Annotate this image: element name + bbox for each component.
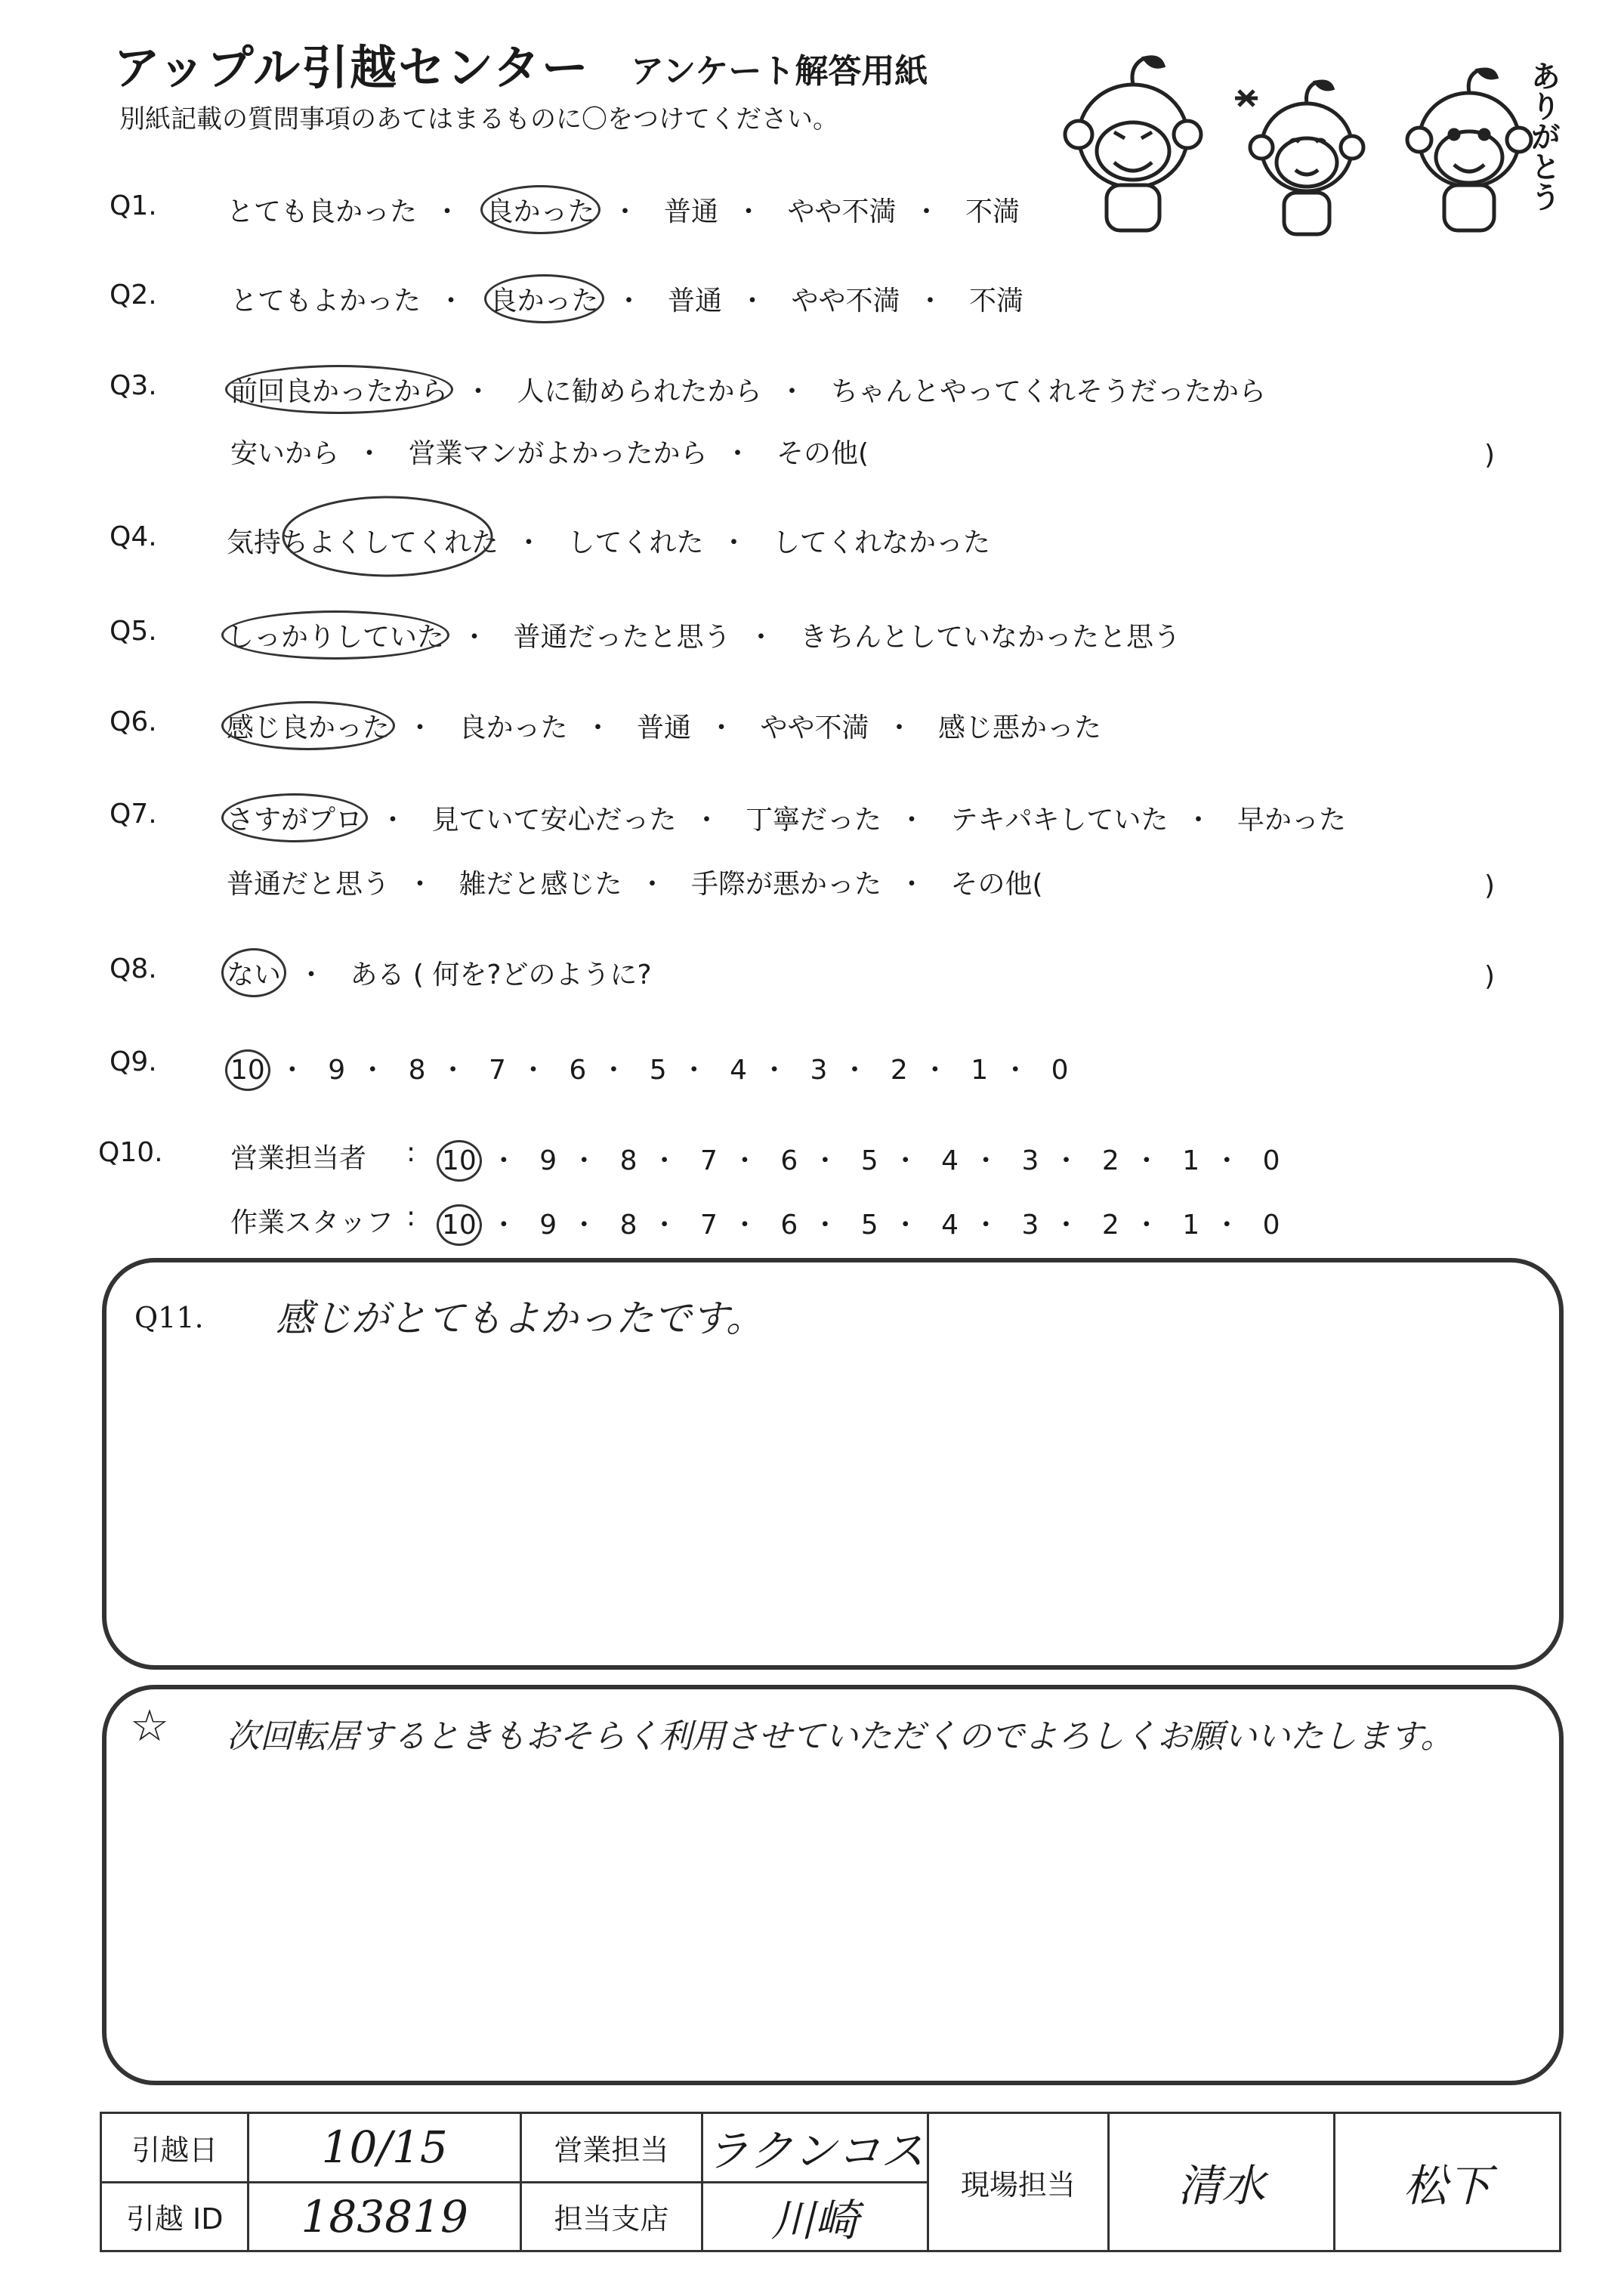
q9-score-4[interactable]: 4 [730, 1055, 748, 1086]
q10-staff-score-0[interactable]: 0 [1262, 1210, 1280, 1241]
q7-label: Q7. [110, 799, 157, 830]
q2-option-5[interactable]: 不満 [968, 286, 1023, 317]
q4-hand-circle [278, 491, 497, 582]
footer-info-table [100, 2112, 1561, 2252]
q9-score-3[interactable]: 3 [810, 1055, 828, 1086]
q5-option-3[interactable]: きちんとしていなかったと思う [799, 622, 1181, 653]
q7-option-2[interactable]: 見ていて安心だった [431, 805, 677, 836]
q10-staff-scale: 10 ・ 9 ・ 8 ・ 7 ・ 6 ・ 5 ・ 4 ・ 3 ・ 2 ・ 1 ・ 0 [442, 1210, 1280, 1241]
q9-score-2[interactable]: 2 [890, 1055, 908, 1086]
site-staff-2[interactable]: 松下 [1335, 2113, 1561, 2251]
instruction-text: 別紙記載の質問事項のあてはまるものに〇をつけてください。 [119, 104, 838, 134]
q4-label: Q4. [110, 521, 157, 552]
q9-label: Q9. [110, 1046, 157, 1077]
q1-option-2-selected[interactable]: 良かった [486, 190, 594, 229]
q3-option-other[interactable]: その他( [776, 438, 869, 469]
thanks-text: ありがとう [1526, 60, 1561, 212]
q10-sales-score-1[interactable]: 1 [1182, 1145, 1200, 1176]
q8-option-1-selected[interactable]: ない [227, 953, 281, 992]
q10-staff-score-6[interactable]: 6 [780, 1210, 798, 1241]
q11-handwritten-answer: 感じがとてもよかったです。 [276, 1296, 764, 1340]
branch-label: 担当支店 [521, 2182, 702, 2251]
q4-option-1-selected[interactable]: 気持ちよくしてくれた [227, 527, 499, 558]
q10-sales-score-5[interactable]: 5 [860, 1145, 878, 1176]
q1-label: Q1. [110, 190, 157, 221]
q9-score-9[interactable]: 9 [328, 1055, 346, 1086]
q10-sales-score-10-selected[interactable]: 10 [442, 1145, 477, 1176]
branch-value[interactable]: 川崎 [702, 2182, 928, 2251]
move-date-value[interactable]: 10/15 [249, 2113, 521, 2183]
q10-staff-score-1[interactable]: 1 [1182, 1210, 1200, 1241]
q6-option-2[interactable]: 良かった [458, 712, 568, 743]
q7-option-4[interactable]: テキパキしていた [950, 805, 1169, 836]
q10-staff-score-4[interactable]: 4 [941, 1210, 959, 1241]
q9-score-5[interactable]: 5 [649, 1055, 667, 1086]
q10-sales-score-7[interactable]: 7 [700, 1145, 718, 1176]
q2-option-4[interactable]: やや不満 [791, 286, 900, 317]
q9-score-6[interactable]: 6 [569, 1055, 587, 1086]
sales-label: 営業担当 [521, 2113, 702, 2183]
q10-sales-score-9[interactable]: 9 [539, 1145, 557, 1176]
star-icon: ☆ [130, 1700, 169, 1751]
q3-paren-close: ) [1484, 440, 1496, 471]
q3-options-line1: 前回良かったから ・ 人に勧められたから ・ ちゃんとやってくれそうだったから [230, 370, 1266, 409]
q6-option-1-selected[interactable]: 感じ良かった [227, 706, 390, 745]
q8-label: Q8. [110, 953, 157, 984]
q10-sales-label: 営業担当者 [230, 1143, 367, 1174]
q7-option-6[interactable]: 普通だと思う [227, 869, 391, 900]
q7-paren-close: ) [1484, 870, 1496, 901]
form-title: アンケート解答用紙 [631, 52, 928, 91]
q9-score-8[interactable]: 8 [408, 1055, 426, 1086]
q7-option-7[interactable]: 雑だと感じた [458, 869, 622, 900]
q10-staff-colon: : [406, 1201, 416, 1232]
q9-score-0[interactable]: 0 [1051, 1055, 1069, 1086]
q3-option-2[interactable]: 人に勧められたから [517, 376, 762, 407]
q10-sales-score-0[interactable]: 0 [1262, 1145, 1280, 1176]
q3-option-5[interactable]: 営業マンがよかったから [408, 438, 708, 469]
q3-option-3[interactable]: ちゃんとやってくれそうだったから [830, 376, 1266, 407]
q10-staff-label: 作業スタッフ [230, 1207, 394, 1238]
q8-option-2[interactable]: ある ( 何を?どのように? [350, 960, 652, 990]
q6-option-4[interactable]: やや不満 [760, 712, 869, 743]
q2-option-1[interactable]: とてもよかった [230, 286, 421, 317]
move-id-value[interactable]: 183819 [249, 2182, 521, 2251]
q9-score-7[interactable]: 7 [489, 1055, 506, 1086]
q3-option-4[interactable]: 安いから [230, 438, 340, 469]
q10-label: Q10. [98, 1137, 163, 1168]
q10-staff-score-5[interactable]: 5 [860, 1210, 878, 1241]
move-id-label: 引越 ID [101, 2182, 249, 2251]
q4-option-2[interactable]: してくれた [567, 527, 704, 558]
q1-option-5[interactable]: 不満 [965, 196, 1020, 227]
q4-option-3[interactable]: してくれなかった [772, 527, 990, 558]
q10-sales-score-6[interactable]: 6 [780, 1145, 798, 1176]
q5-option-2[interactable]: 普通だったと思う [513, 622, 731, 653]
q10-sales-scale: 10 ・ 9 ・ 8 ・ 7 ・ 6 ・ 5 ・ 4 ・ 3 ・ 2 ・ 1 ・ 0 [442, 1145, 1280, 1176]
q9-scale: 10 ・ 9 ・ 8 ・ 7 ・ 6 ・ 5 ・ 4 ・ 3 ・ 2 ・ 1 ・ 0 [230, 1055, 1069, 1086]
q10-sales-score-2[interactable]: 2 [1101, 1145, 1119, 1176]
q9-score-1[interactable]: 1 [971, 1055, 989, 1086]
q10-staff-score-8[interactable]: 8 [619, 1210, 638, 1241]
q7-options-line1: さすがプロ ・ 見ていて安心だった ・ 丁寧だった ・ テキパキしていた ・ 早かった [227, 799, 1346, 837]
q10-sales-score-4[interactable]: 4 [941, 1145, 959, 1176]
q2-option-3[interactable]: 普通 [667, 286, 722, 317]
q8-paren-close: ) [1484, 961, 1496, 992]
q6-options: 感じ良かった ・ 良かった ・ 普通 ・ やや不満 ・ 感じ悪かった [227, 706, 1101, 745]
q6-label: Q6. [110, 706, 157, 737]
q2-option-2-selected[interactable]: 良かった [489, 280, 598, 318]
q10-sales-score-3[interactable]: 3 [1021, 1145, 1039, 1176]
q6-option-3[interactable]: 普通 [636, 712, 691, 743]
q8-options: ない ・ ある ( 何を?どのように? [227, 953, 652, 992]
q10-staff-score-2[interactable]: 2 [1101, 1210, 1119, 1241]
site-staff-1[interactable]: 清水 [1109, 2113, 1335, 2251]
q9-score-10-selected[interactable]: 10 [230, 1055, 265, 1086]
q4-options: 気持ちよくしてくれた ・ してくれた ・ してくれなかった [227, 521, 990, 560]
q10-sales-score-8[interactable]: 8 [619, 1145, 638, 1176]
q1-option-1[interactable]: とても良かった [227, 196, 418, 227]
q5-option-1-selected[interactable]: しっかりしていた [227, 616, 444, 654]
q3-options-line2: 安いから ・ 営業マンがよかったから ・ その他( [230, 432, 869, 471]
q1-option-3[interactable]: 普通 [663, 196, 718, 227]
q5-options: しっかりしていた ・ 普通だったと思う ・ きちんとしていなかったと思う [227, 616, 1181, 654]
q7-option-3[interactable]: 丁寧だった [745, 805, 881, 836]
q5-label: Q5. [110, 616, 157, 647]
q10-staff-score-3[interactable]: 3 [1021, 1210, 1039, 1241]
q1-options: とても良かった ・ 良かった ・ 普通 ・ やや不満 ・ 不満 [227, 190, 1020, 229]
q2-label: Q2. [110, 280, 157, 311]
q11-label: Q11. [134, 1301, 204, 1334]
q1-option-4[interactable]: やや不満 [787, 196, 897, 227]
q10-staff-score-7[interactable]: 7 [700, 1210, 718, 1241]
q2-options: とてもよかった ・ 良かった ・ 普通 ・ やや不満 ・ 不満 [230, 280, 1023, 318]
comment-handwritten: 次回転居するときもおそらく利用させていただくのでよろしくお願いいたします。 [227, 1717, 1454, 1756]
move-date-label: 引越日 [101, 2113, 249, 2183]
q7-option-1-selected[interactable]: さすがプロ [227, 799, 363, 837]
q6-option-5[interactable]: 感じ悪かった [937, 712, 1101, 743]
site-label: 現場担当 [928, 2113, 1109, 2251]
sales-value[interactable]: ラクンコス [702, 2113, 928, 2183]
q7-options-line2: 普通だと思う ・ 雑だと感じた ・ 手際が悪かった ・ その他( [227, 863, 1043, 901]
q7-option-5[interactable]: 早かった [1237, 805, 1346, 836]
q7-option-8[interactable]: 手際が悪かった [690, 869, 881, 900]
company-name: アップル引越センター [113, 40, 590, 95]
q3-label: Q3. [110, 370, 157, 401]
q3-option-1-selected[interactable]: 前回良かったから [230, 370, 448, 409]
q10-staff-score-10-selected[interactable]: 10 [442, 1210, 477, 1241]
monkey-mascots-illustration [1050, 45, 1556, 242]
q10-staff-score-9[interactable]: 9 [539, 1210, 557, 1241]
q7-option-other[interactable]: その他( [950, 869, 1043, 900]
q10-sales-colon: : [406, 1137, 416, 1168]
